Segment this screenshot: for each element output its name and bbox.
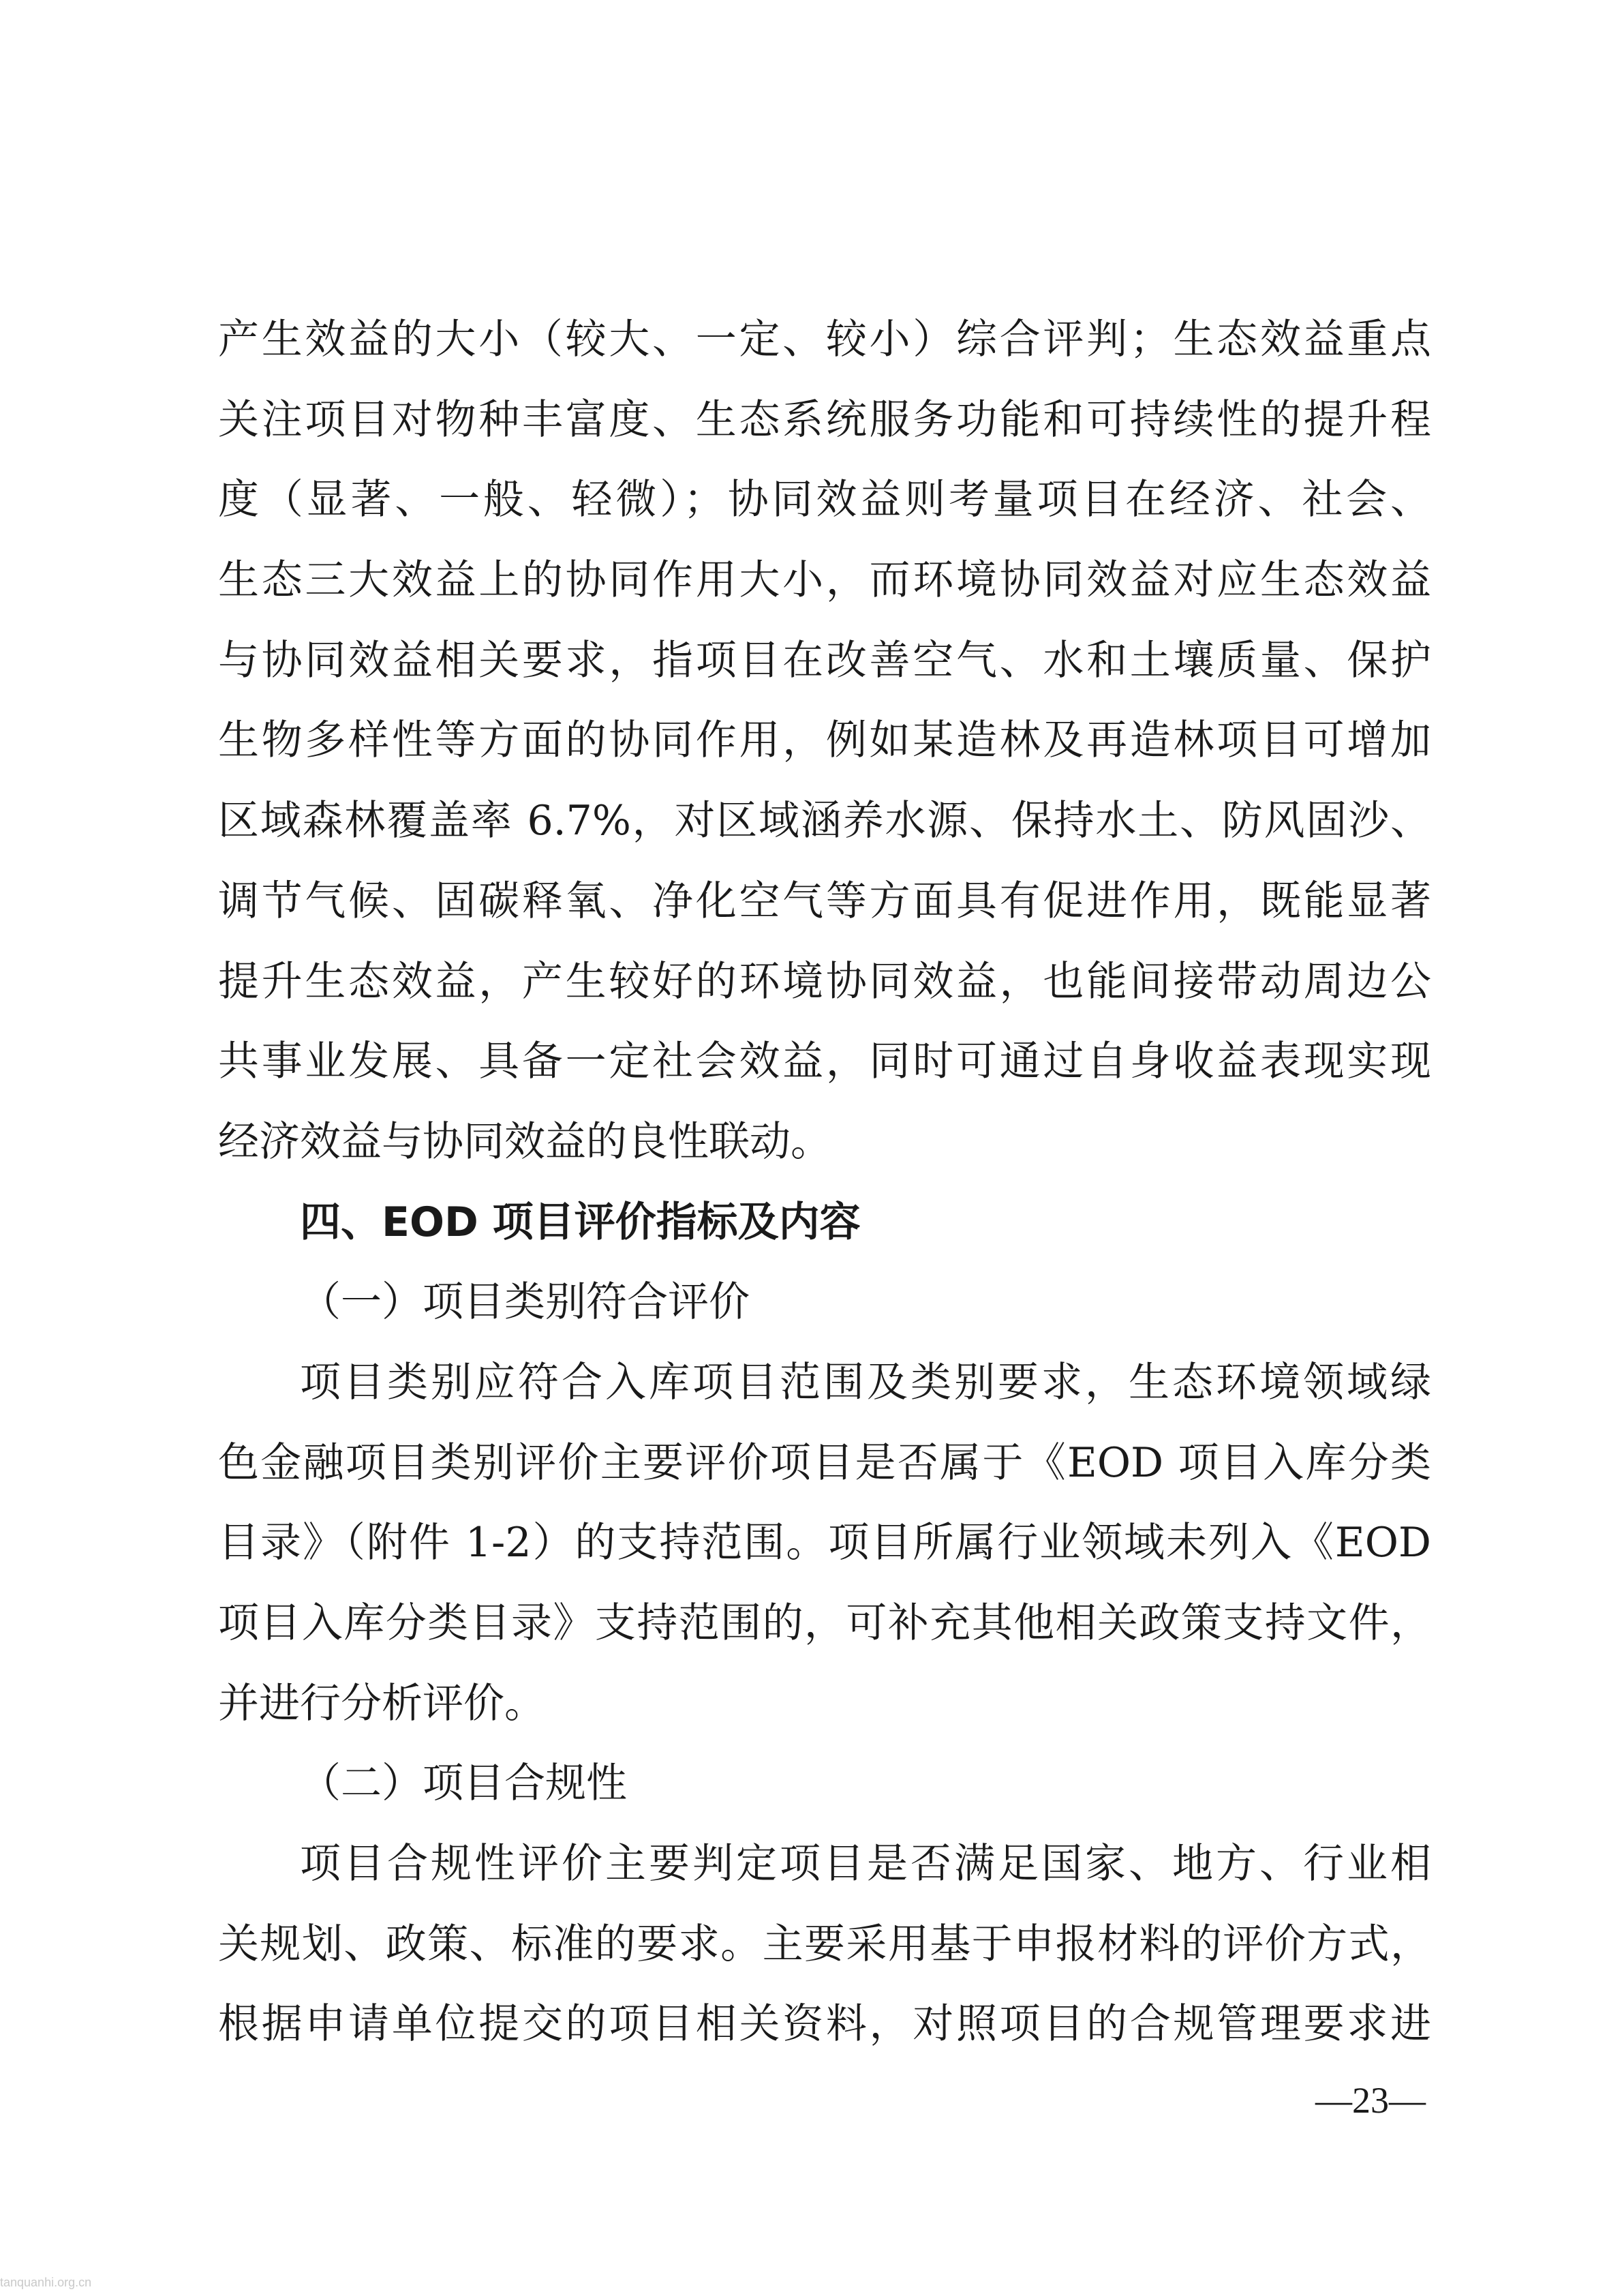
- page-number: —23—: [1315, 2080, 1426, 2121]
- paragraph-line: 色金融项目类别评价主要评价项目是否属于《EOD 项目入库分类: [218, 1438, 1431, 1487]
- subsection-heading: （二）项目合规性: [300, 1759, 627, 1808]
- paragraph-category-evaluation: [218, 1343, 1431, 1744]
- paragraph-line: 共事业发展、具备一定社会效益，同时可通过自身收益表现实现: [218, 1038, 1431, 1086]
- paragraph-line: 经济效益与协同效益的良性联动。: [218, 1117, 831, 1166]
- paragraph-line: 生物多样性等方面的协同作用，例如某造林及再造林项目可增加: [218, 716, 1431, 765]
- paragraph-line: 度（显著、一般、轻微）；协同效益则考量项目在经济、社会、: [218, 476, 1431, 524]
- watermark: tanquanhi.org.cn: [0, 2276, 92, 2289]
- paragraph-line: 根据申请单位提交的项目相关资料，对照项目的合规管理要求进: [218, 2000, 1431, 2049]
- paragraph-line: 与协同效益相关要求，指项目在改善空气、水和土壤质量、保护: [218, 636, 1431, 684]
- subsection-heading: （一）项目类别符合评价: [300, 1278, 750, 1327]
- paragraph-line: 并进行分析评价。: [218, 1679, 545, 1727]
- paragraph-line: 项目类别应符合入库项目范围及类别要求，生态环境领域绿: [300, 1358, 1431, 1406]
- paragraph-line: 项目入库分类目录》支持范围的，可补充其他相关政策支持文件，: [218, 1599, 1431, 1647]
- paragraph-line: 调节气候、固碳释氧、净化空气等方面具有促进作用，既能显著: [218, 877, 1431, 925]
- paragraph-line: 产生效益的大小（较大、一定、较小）综合评判；生态效益重点: [218, 316, 1431, 363]
- paragraph-line: 项目合规性评价主要判定项目是否满足国家、地方、行业相: [300, 1840, 1431, 1888]
- paragraph-compliance: [218, 1824, 1431, 2065]
- paragraph-line: 生态三大效益上的协同作用大小，而环境协同效益对应生态效益: [218, 556, 1431, 605]
- paragraph-line: 关注项目对物种丰富度、生态系统服务功能和可持续性的提升程: [218, 395, 1431, 444]
- paragraph-effect-evaluation: [218, 300, 1431, 1183]
- paragraph-line: 目录》（附件 1-2）的支持范围。项目所属行业领域未列入《EOD: [218, 1519, 1431, 1567]
- paragraph-line: 区域森林覆盖率 6.7%，对区域涵养水源、保持水土、防风固沙、: [218, 797, 1431, 845]
- paragraph-line: 关规划、政策、标准的要求。主要采用基于申报材料的评价方式，: [218, 1920, 1431, 1968]
- body-text: [218, 300, 1431, 2065]
- section-heading: 四、EOD 项目评价指标及内容: [300, 1198, 861, 1246]
- paragraph-line: 提升生态效益，产生较好的环境协同效益，也能间接带动周边公: [218, 957, 1431, 1006]
